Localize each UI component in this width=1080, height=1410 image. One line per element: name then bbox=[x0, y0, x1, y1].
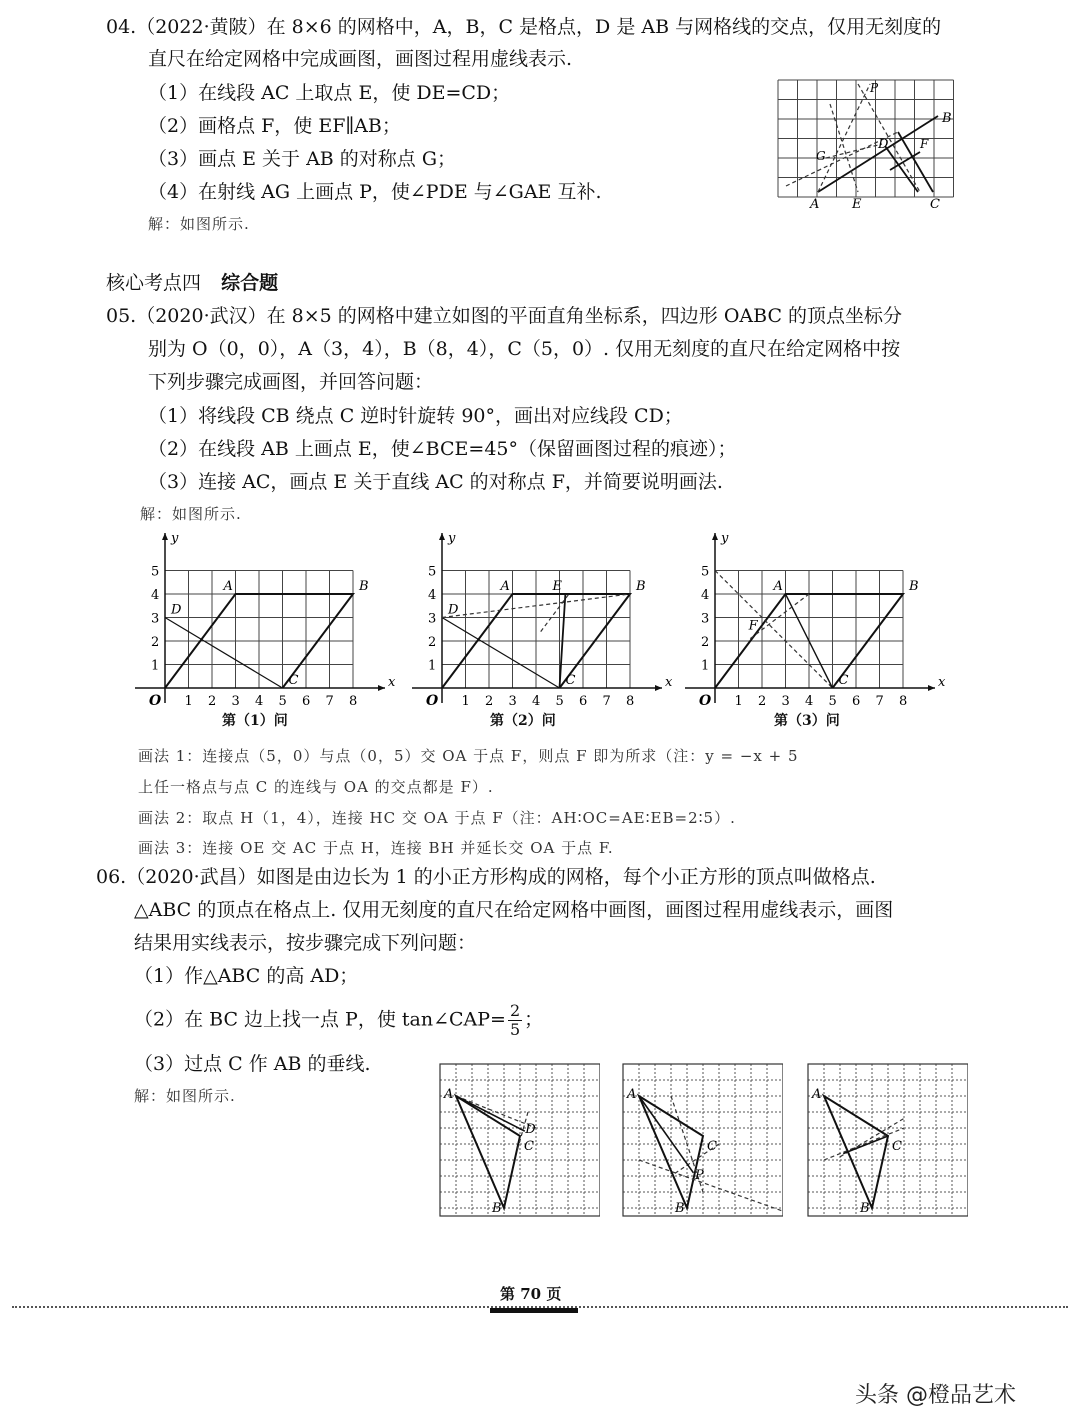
q05-x-tick: 4 bbox=[805, 694, 814, 708]
q05-stem-line1: 05.（2020·武汉）在 8×5 的网格中建立如图的平面直角坐标系，四边形 OABC 的顶点坐标分 bbox=[106, 305, 903, 327]
q06-label-p: P bbox=[695, 1168, 704, 1184]
q04-solution: 解：如图所示. bbox=[148, 215, 250, 233]
q05-x-tick: 3 bbox=[231, 694, 240, 708]
q05-label-e: E bbox=[552, 579, 562, 594]
q05-solution: 解：如图所示. bbox=[140, 505, 242, 523]
q05-label-a: A bbox=[223, 579, 233, 594]
q06-fraction bbox=[508, 1002, 522, 1039]
q05-x-tick: 2 bbox=[758, 694, 767, 708]
q05-y-label: y bbox=[448, 531, 456, 546]
q06-item-2-prefix: （2）在 BC 边上找一点 P，使 tan∠CAP= bbox=[134, 1008, 506, 1031]
q06-stem-line3: 结果用实线表示，按步骤完成下列问题： bbox=[134, 932, 477, 954]
footer-bar bbox=[490, 1308, 578, 1313]
q04-item-4: （4）在射线 AG 上画点 P，使∠PDE 与∠GAE 互补. bbox=[148, 181, 602, 203]
q05-x-tick: 6 bbox=[579, 694, 588, 708]
q05-x-tick: 3 bbox=[781, 694, 790, 708]
q05-x-tick: 5 bbox=[828, 694, 837, 708]
q05-segment-cd bbox=[165, 618, 283, 689]
section-heading bbox=[106, 270, 278, 296]
q05-x-arrow bbox=[928, 685, 935, 691]
q05-x-tick: 1 bbox=[734, 694, 743, 708]
q05-y-tick: 5 bbox=[151, 564, 160, 580]
q05-method2: 画法 2：取点 H（1，4），连接 HC 交 OA 于点 F（注：AH∶OC=AE∶EB=2∶5）. bbox=[138, 809, 736, 827]
q05-label-b: B bbox=[636, 579, 646, 594]
q06-label-b: B bbox=[860, 1201, 870, 1216]
q05-figure-1 bbox=[130, 528, 400, 708]
q06-label-c: C bbox=[524, 1139, 534, 1154]
q06-fraction-numerator: 2 bbox=[509, 1001, 521, 1020]
q05-method1-line2: 上任一格点与点 C 的连线与 OA 的交点都是 F）. bbox=[138, 778, 494, 796]
q05-y-arrow bbox=[712, 533, 718, 540]
q05-grid bbox=[715, 571, 903, 689]
q06-item-2 bbox=[134, 1002, 543, 1042]
q05-x-tick: 2 bbox=[485, 694, 494, 708]
q05-x-arrow bbox=[655, 685, 662, 691]
q05-y-arrow bbox=[439, 533, 445, 540]
q05-stem-line2: 别为 O（0，0），A（3，4），B（8，4），C（5，0）. 仅用无刻度的直尺在给定网格中按 bbox=[148, 338, 901, 360]
q05-x-tick: 6 bbox=[302, 694, 311, 708]
q05-label-b: B bbox=[359, 579, 369, 594]
q05-x-tick: 8 bbox=[349, 694, 358, 708]
q05-x-tick: 4 bbox=[532, 694, 541, 708]
q05-y-tick: 2 bbox=[701, 635, 710, 650]
q05-label-c: C bbox=[838, 673, 849, 688]
q05-y-tick: 4 bbox=[151, 588, 160, 603]
q05-label-a: A bbox=[500, 579, 510, 594]
watermark: 头条 @橙品艺术 bbox=[855, 1383, 1016, 1408]
q06-stem-line1: 06.（2020·武昌）如图是由边长为 1 的小正方形构成的网格，每个小正方形的顶点叫做格点. bbox=[96, 866, 876, 888]
q05-origin-label: O bbox=[699, 693, 712, 708]
q05-y-label: y bbox=[721, 531, 729, 546]
q06-label-a: A bbox=[627, 1087, 637, 1102]
q05-x-tick: 4 bbox=[255, 694, 264, 708]
q05-caption-2: 第（2）问 bbox=[490, 713, 556, 729]
q05-label-b: B bbox=[909, 579, 919, 594]
q05-x-label: x bbox=[938, 675, 946, 690]
q06-item-1: （1）作△ABC 的高 AD； bbox=[134, 965, 359, 987]
q04-stem-line1: 04.（2022·黄陂）在 8×6 的网格中，A，B，C 是格点，D 是 AB 与网格线的交点，仅用无刻度的 bbox=[106, 16, 942, 38]
q06-label-d: D bbox=[525, 1122, 536, 1138]
q06-stem-line2: △ABC 的顶点在格点上. 仅用无刻度的直尺在给定网格中画图，画图过程用虚线表示，画图 bbox=[134, 899, 894, 921]
q05-item-3: （3）连接 AC，画点 E 关于直线 AC 的对称点 F，并简要说明画法. bbox=[148, 471, 723, 493]
q05-y-tick: 1 bbox=[701, 658, 710, 674]
q06-figure-2 bbox=[621, 1060, 783, 1218]
q04-label-p: P bbox=[870, 81, 879, 95]
q05-y-tick: 2 bbox=[151, 635, 160, 650]
q05-x-tick: 5 bbox=[555, 694, 564, 708]
q05-y-tick: 4 bbox=[428, 588, 437, 603]
q05-y-tick: 3 bbox=[151, 611, 160, 627]
q05-label-c: C bbox=[565, 673, 576, 688]
q04-figure bbox=[770, 74, 960, 214]
q06-label-a: A bbox=[444, 1087, 454, 1102]
q04-label-b: B bbox=[942, 111, 952, 126]
q05-origin-label: O bbox=[149, 693, 162, 708]
q05-stem-line3: 下列步骤完成画图，并回答问题： bbox=[148, 371, 434, 393]
q05-item-2: （2）在线段 AB 上画点 E，使∠BCE=45°（保留画图过程的痕迹）； bbox=[148, 438, 737, 460]
q06-label-b: B bbox=[675, 1201, 685, 1216]
q05-grid bbox=[442, 571, 630, 689]
q05-caption-1: 第（1）问 bbox=[222, 713, 288, 729]
q05-y-tick: 5 bbox=[428, 564, 437, 580]
q05-grid bbox=[165, 571, 353, 689]
q05-method3: 画法 3：连接 OE 交 AC 于点 H，连接 BH 并延长交 OA 于点 F. bbox=[138, 839, 614, 857]
page-number: 第 70 页 bbox=[500, 1285, 562, 1303]
q04-label-c: C bbox=[930, 197, 940, 212]
q06-figure-1 bbox=[438, 1060, 600, 1218]
q05-caption-3: 第（3）问 bbox=[774, 713, 840, 729]
q05-x-tick: 1 bbox=[184, 694, 193, 708]
q05-x-tick: 3 bbox=[508, 694, 517, 708]
q06-label-c: C bbox=[892, 1139, 902, 1154]
q05-x-label: x bbox=[388, 675, 396, 690]
q06-perpendicular bbox=[843, 1136, 888, 1154]
q04-label-a: A bbox=[810, 197, 820, 212]
q05-x-tick: 5 bbox=[278, 694, 287, 708]
q05-y-tick: 3 bbox=[701, 611, 710, 627]
q05-x-tick: 6 bbox=[852, 694, 861, 708]
q05-x-tick: 7 bbox=[875, 694, 884, 708]
q05-segment-cd bbox=[442, 618, 560, 689]
q06-item-2-suffix: ； bbox=[524, 1008, 544, 1031]
q05-label-d: D bbox=[171, 602, 182, 618]
q06-item-3: （3）过点 C 作 AB 的垂线. bbox=[134, 1053, 371, 1075]
q06-fraction-denominator: 5 bbox=[509, 1020, 521, 1039]
q04-label-d: D bbox=[878, 137, 889, 152]
q05-x-tick: 2 bbox=[208, 694, 217, 708]
q05-item-1: （1）将线段 CB 绕点 C 逆时针旋转 90°，画出对应线段 CD； bbox=[148, 405, 683, 427]
q06-label-c: C bbox=[707, 1139, 717, 1154]
q04-item-3: （3）画点 E 关于 AB 的对称点 G； bbox=[148, 148, 457, 170]
q05-y-tick: 2 bbox=[428, 635, 437, 650]
section-prefix: 核心考点四 bbox=[106, 272, 202, 294]
q06-label-b: B bbox=[492, 1201, 502, 1216]
q05-y-tick: 5 bbox=[701, 564, 710, 580]
q05-y-arrow bbox=[162, 533, 168, 540]
q05-origin-label: O bbox=[426, 693, 439, 708]
q04-item-1: （1）在线段 AC 上取点 E，使 DE=CD； bbox=[148, 82, 511, 104]
q05-figure-2 bbox=[407, 528, 677, 708]
q04-item-2: （2）画格点 F，使 EF∥AB； bbox=[148, 115, 401, 137]
q05-figure-3 bbox=[680, 528, 950, 708]
q06-solution: 解：如图所示. bbox=[134, 1087, 236, 1105]
q05-y-label: y bbox=[171, 531, 179, 546]
q05-x-tick: 1 bbox=[461, 694, 470, 708]
q05-method1-line1: 画法 1：连接点（5，0）与点（0，5）交 OA 于点 F，则点 F 即为所求（注：y = −x + 5 bbox=[138, 747, 799, 765]
q04-label-f: F bbox=[920, 137, 929, 151]
q05-y-tick: 1 bbox=[428, 658, 437, 674]
q06-label-a: A bbox=[812, 1087, 822, 1102]
q05-x-tick: 8 bbox=[626, 694, 635, 708]
q05-label-c: C bbox=[288, 673, 299, 688]
q05-x-tick: 7 bbox=[325, 694, 334, 708]
q05-x-tick: 8 bbox=[899, 694, 908, 708]
q06-altitude-ad bbox=[456, 1096, 525, 1131]
q05-y-tick: 3 bbox=[428, 611, 437, 627]
q05-y-tick: 4 bbox=[701, 588, 710, 603]
q05-x-tick: 7 bbox=[602, 694, 611, 708]
q06-dash-1 bbox=[639, 1160, 783, 1211]
q05-label-a: A bbox=[773, 579, 783, 594]
q05-x-arrow bbox=[378, 685, 385, 691]
q05-label-d: D bbox=[448, 602, 459, 618]
q04-label-e: E bbox=[852, 197, 862, 212]
q04-label-g: G bbox=[816, 149, 826, 163]
q04-dash-5 bbox=[830, 104, 858, 192]
section-title: 综合题 bbox=[221, 272, 279, 294]
q05-x-label: x bbox=[665, 675, 673, 690]
q05-label-f: F bbox=[748, 618, 758, 634]
q04-stem-line2: 直尺在给定网格中完成画图，画图过程用虚线表示. bbox=[148, 48, 573, 70]
q06-figure-3 bbox=[806, 1060, 968, 1218]
q05-y-tick: 1 bbox=[151, 658, 160, 674]
